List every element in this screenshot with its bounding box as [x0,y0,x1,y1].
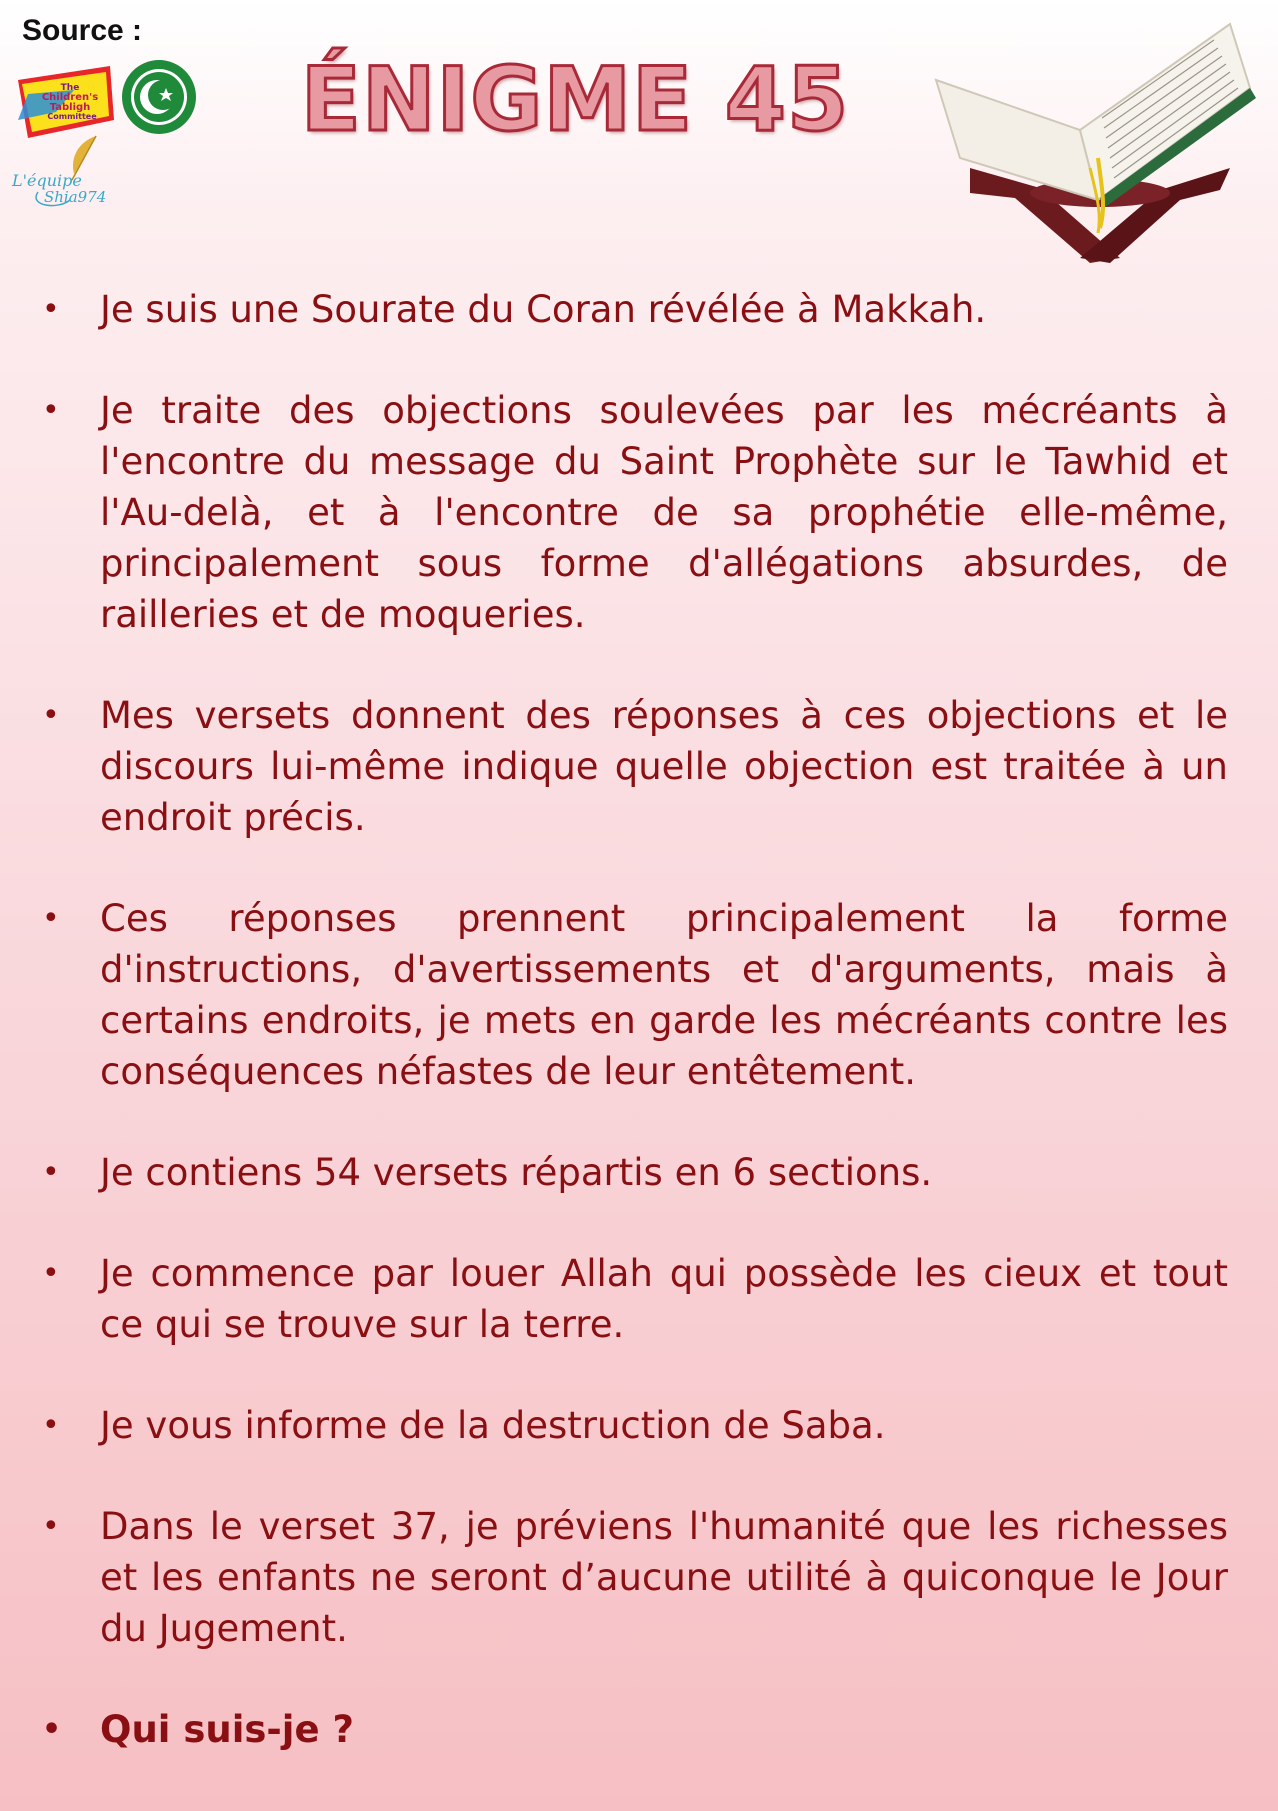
bullet-icon: • [42,292,60,327]
bullet-icon: • [42,901,60,936]
bullet-icon: • [42,698,60,733]
shia974-signature-logo [8,130,120,212]
clue-item [42,284,1228,335]
svg-text:Committee: Committee [47,112,97,121]
bullet-icon: • [42,1712,62,1747]
clue-item [42,1248,1228,1350]
svg-text:The: The [60,83,80,93]
bullet-icon: • [42,1256,60,1291]
quran-on-stand-icon [930,18,1260,263]
question-text: Qui suis-je ? [100,1708,354,1751]
svg-text:Children's: Children's [41,92,99,103]
page-title: ÉNIGME 45 [300,48,850,151]
riddle-question [42,1704,1228,1755]
clue-item [42,385,1228,640]
clue-text: Je contiens 54 versets répartis en 6 sections. [100,1151,933,1194]
bullet-icon: • [42,1155,60,1190]
clue-item [42,893,1228,1097]
svg-text:Tabligh: Tabligh [49,102,91,113]
clue-item [42,690,1228,843]
bullet-icon: • [42,1509,60,1544]
clue-item [42,1400,1228,1451]
clue-text: Dans le verset 37, je préviens l'humanité que les richesses et les enfants ne seront d’aucune utilité à quiconque le Jour du Jugement. [100,1505,1228,1650]
bullet-icon: • [42,393,60,428]
clue-text: Je suis une Sourate du Coran révélée à Makkah. [100,288,987,331]
clue-text: Je commence par louer Allah qui possède les cieux et tout ce qui se trouve sur la terre. [100,1252,1228,1346]
clue-item [42,1147,1228,1198]
svg-text:L'équipe: L'équipe [12,171,82,190]
clue-text: Mes versets donnent des réponses à ces objections et le discours lui-même indique quelle objection est traitée à un endroit précis. [100,694,1228,839]
source-label: Source : [22,14,143,47]
clue-text: Ces réponses prennent principalement la forme d'instructions, d'avertissements et d'arguments, mais à certains endroits, je mets en garde les mécréants contre les conséquences néfastes de leur entêtement. [100,897,1228,1093]
clue-item [42,1501,1228,1654]
svg-text:Shia974: Shia974 [44,188,107,206]
crescent-star-icon [120,58,198,136]
riddle-clues-list [0,284,1278,1805]
bullet-icon: • [42,1408,60,1443]
clue-text: Je traite des objections soulevées par les mécréants à l'encontre du message du Saint Prophète sur le Tawhid et l'Au-delà, et à l'encontre de sa prophétie elle-même, principalement sous forme d'allégations absurdes, de railleries et de moqueries. [100,389,1228,636]
clue-text: Je vous informe de la destruction de Saba. [100,1404,886,1447]
